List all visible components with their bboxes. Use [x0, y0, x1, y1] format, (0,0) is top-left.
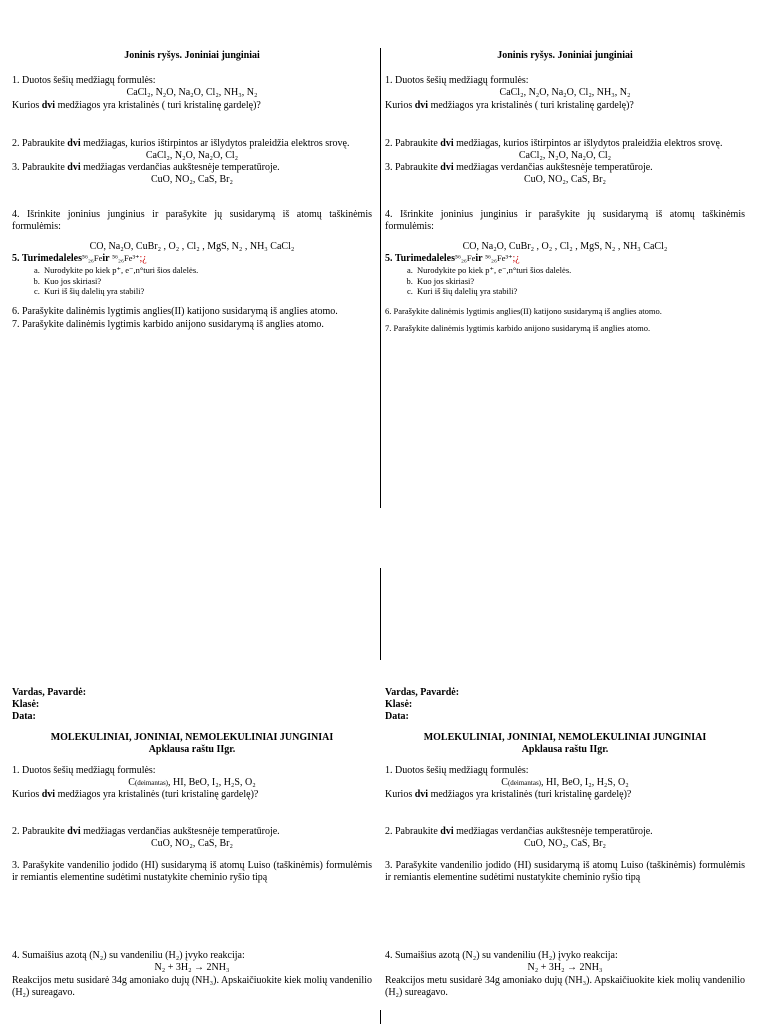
worksheet-title: Joninis ryšys. Joniniai junginiai	[124, 50, 260, 61]
date-label: Data:	[12, 711, 36, 723]
question-5-list	[12, 265, 372, 296]
question-1-formulas: CaCl₂, N₂O, Na₂O, Cl₂, NH₃, N₂	[126, 87, 258, 99]
list-item: b. Kuo jos skiriasi?	[415, 276, 745, 286]
question-3-text: 3. Pabraukite dvi medžiagas verdančias aukštesnėje temperatūroje.	[12, 162, 280, 174]
worksheet-subtitle: Apklausa raštu IIgr.	[148, 743, 236, 755]
question-6-text: 6. Parašykite dalinėmis lygtimis anglies(II) katijono susidarymą iš anglies atomo.	[385, 306, 662, 317]
question-7-text: 7. Parašykite dalinėmis lygtimis karbido anijono susidarymą iš anglies atomo.	[385, 322, 651, 333]
list-item: a. Nurodykite po kiek p⁺, e⁻,n°turi šios dalelės.	[415, 265, 745, 275]
worksheet-title: MOLEKULINIAI, JONINIAI, NEMOLEKULINIAI JUNGINIAI	[50, 731, 334, 743]
worksheet-subtitle: Apklausa raštu IIgr.	[521, 743, 609, 755]
divider-bottom-lower	[380, 1010, 381, 1024]
bottom-left-worksheet	[12, 687, 372, 999]
question-1-label: 1. Duotos šešių medžiagų formulės:	[12, 75, 156, 87]
worksheet-title: Joninis ryšys. Joniniai junginiai	[497, 50, 633, 61]
question-4-text: 4. Sumaišius azotą (N₂) su vandeniliu (H₂) įvyko reakcija:	[385, 950, 618, 962]
question-5-label: 5. Turimedaleles⁵⁶₂₆Feir ⁵⁶₂₆Fe³⁺;¿	[385, 253, 520, 265]
top-left-worksheet	[12, 50, 372, 331]
question-1-text: Kurios dvi medžiagos yra kristalinės ( turi kristalinę gardelę)?	[12, 99, 261, 111]
question-3-text: 3. Parašykite vandenilio jodido (HI) susidarymą iš atomų Luiso (taškinėmis) formulėmis ir remiantis elementine sudėtimi nustatykite cheminio ryšio tipą	[12, 859, 372, 884]
question-1-text: Kurios dvi medžiagos yra kristalinės (turi kristalinę gardelę)?	[12, 789, 259, 801]
question-3-text: 3. Parašykite vandenilio jodido (HI) susidarymą iš atomų Luiso (taškinėmis) formulėmis ir remiantis elementine sudėtimi nustatykite cheminio ryšio tipą	[385, 859, 745, 884]
list-item: a. Nurodykite po kiek p⁺, e⁻,n°turi šios dalelės.	[42, 265, 372, 275]
question-1-label: 1. Duotos šešių medžiagų formulės:	[385, 75, 529, 87]
question-3-text: 3. Pabraukite dvi medžiagas verdančias aukštesnėje temperatūroje.	[385, 162, 653, 174]
question-4-formulas: CO, Na₂O, CuBr₂ , O₂ , Cl₂ , MgS, N₂ , NH₃ CaCl₂	[89, 240, 295, 252]
name-label: Vardas, Pavardė:	[12, 687, 87, 698]
top-right-worksheet	[385, 50, 745, 333]
divider-top	[380, 48, 381, 508]
list-item: c. Kuri iš šių dalelių yra stabili?	[42, 286, 372, 296]
question-2-text: 2. Pabraukite dvi medžiagas verdančias aukštesnėje temperatūroje.	[385, 825, 653, 837]
question-4-text: 4. Sumaišius azotą (N₂) su vandeniliu (H₂) įvyko reakcija:	[12, 950, 245, 962]
question-4-text: 4. Išrinkite joninius junginius ir parašykite jų susidarymą iš atomų taškinėmis formulėmis:	[385, 208, 745, 232]
class-label: Klasė:	[12, 699, 40, 711]
question-1-text: Kurios dvi medžiagos yra kristalinės (turi kristalinę gardelę)?	[385, 789, 632, 801]
divider-bottom	[380, 568, 381, 660]
question-1-label: 1. Duotos šešių medžiagų formulės:	[12, 764, 156, 776]
bottom-right-worksheet	[385, 687, 745, 999]
question-4-equation: N₂ + 3H₂ → 2NH₃	[154, 962, 230, 974]
question-1-label: 1. Duotos šešių medžiagų formulės:	[385, 764, 529, 776]
question-4-text: 4. Išrinkite joninius junginius ir parašykite jų susidarymą iš atomų taškinėmis formulėmis:	[12, 208, 372, 232]
question-2-formulas: CaCl₂, N₂O, Na₂O, Cl₂	[145, 149, 239, 161]
question-2-text: 2. Pabraukite dvi medžiagas verdančias aukštesnėje temperatūroje.	[12, 825, 280, 837]
list-item: c. Kuri iš šių dalelių yra stabili?	[415, 286, 745, 296]
question-5-label: 5. Turimedaleles⁵⁶₂₆Feir ⁵⁶₂₆Fe³⁺;¿	[12, 253, 147, 265]
class-label: Klasė:	[385, 699, 413, 711]
worksheet-title: MOLEKULINIAI, JONINIAI, NEMOLEKULINIAI JUNGINIAI	[423, 731, 707, 743]
question-6-text: 6. Parašykite dalinėmis lygtimis anglies(II) katijono susidarymą iš anglies atomo.	[12, 306, 338, 318]
question-2-formulas: CuO, NO₂, CaS, Br₂	[151, 837, 233, 849]
date-label: Data:	[385, 711, 409, 723]
question-2-formulas: CaCl₂, N₂O, Na₂O, Cl₂	[518, 149, 612, 161]
question-2-formulas: CuO, NO₂, CaS, Br₂	[524, 837, 606, 849]
question-5-list	[385, 265, 745, 296]
question-1-formulas: C(deimantas), HI, BeO, I₂, H₂S, O₂	[128, 777, 256, 789]
question-2-text: 2. Pabraukite dvi medžiagas, kurios ištirpintos ar išlydytos praleidžia elektros srovę.	[385, 137, 723, 149]
question-4-equation: N₂ + 3H₂ → 2NH₃	[527, 962, 603, 974]
question-1-formulas: CaCl₂, N₂O, Na₂O, Cl₂, NH₃, N₂	[499, 87, 631, 99]
question-4-question: Reakcijos metu susidarė 34g amoniako dujų (NH₃). Apskaičiuokite kiek molių vandenilio (H₂) sureagavo.	[385, 974, 745, 998]
question-1-formulas: C(deimantas), HI, BeO, I₂, H₂S, O₂	[501, 777, 629, 789]
question-2-text: 2. Pabraukite dvi medžiagas, kurios ištirpintos ar išlydytos praleidžia elektros srovę.	[12, 137, 350, 149]
question-3-formulas: CuO, NO₂, CaS, Br₂	[151, 174, 233, 186]
list-item: b. Kuo jos skiriasi?	[42, 276, 372, 286]
question-1-text: Kurios dvi medžiagos yra kristalinės ( turi kristalinę gardelę)?	[385, 99, 634, 111]
name-label: Vardas, Pavardė:	[385, 687, 460, 698]
question-4-formulas: CO, Na₂O, CuBr₂ , O₂ , Cl₂ , MgS, N₂ , NH₃ CaCl₂	[462, 240, 668, 252]
question-7-text: 7. Parašykite dalinėmis lygtimis karbido anijono susidarymą iš anglies atomo.	[12, 318, 324, 330]
question-3-formulas: CuO, NO₂, CaS, Br₂	[524, 174, 606, 186]
question-4-question: Reakcijos metu susidarė 34g amoniako dujų (NH₃). Apskaičiuokite kiek molių vandenilio (H₂) sureagavo.	[12, 974, 372, 998]
